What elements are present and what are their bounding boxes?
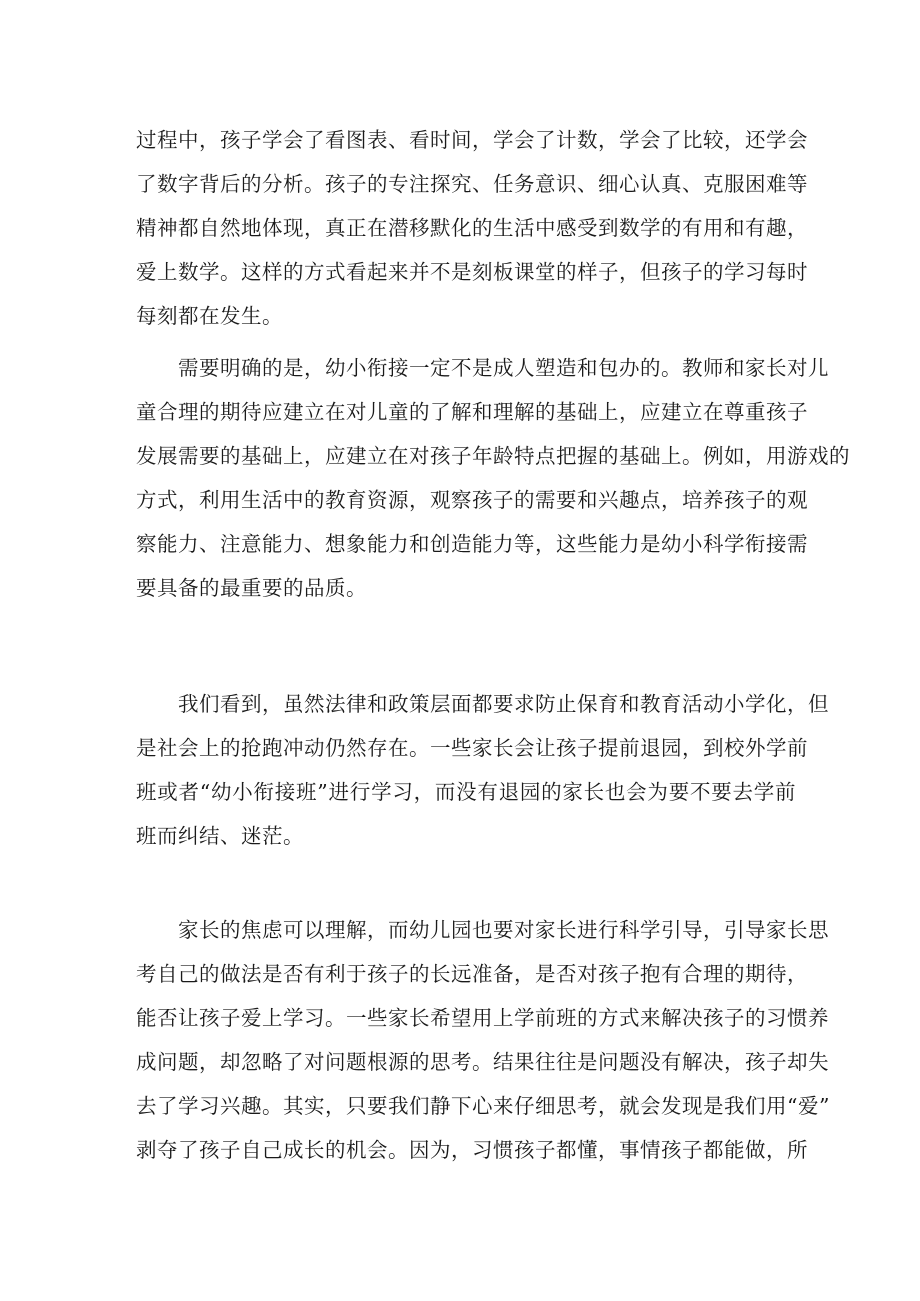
text-line: 了数字背后的分析。孩子的专注探究、任务意识、细心认真、克服困难等	[136, 172, 808, 196]
text-line: 家长的焦虑可以理解，而幼儿园也要对家长进行科学引导，引导家长思	[136, 918, 829, 942]
text-line: 能否让孩子爱上学习。一些家长希望用上学前班的方式来解决孩子的习惯养	[136, 1006, 829, 1030]
text-line: 爱上数学。这样的方式看起来并不是刻板课堂的样子，但孩子的学习每时	[136, 260, 808, 284]
text-line: 需要明确的是，幼小衔接一定不是成人塑造和包办的。教师和家长对儿	[136, 356, 829, 380]
text-line: 是社会上的抢跑冲动仍然存在。一些家长会让孩子提前退园，到校外学前	[136, 736, 808, 760]
text-line: 发展需要的基础上，应建立在对孩子年龄特点把握的基础上。例如，用游戏的	[136, 444, 850, 468]
text-line: 班或者“幼小衔接班”进行学习，而没有退园的家长也会为要不要去学前	[136, 780, 796, 804]
paragraph-1	[136, 118, 808, 338]
text-line: 每刻都在发生。	[136, 304, 283, 328]
paragraph-3	[136, 682, 829, 858]
text-line: 成问题，却忽略了对问题根源的思考。结果往往是问题没有解决，孩子却失	[136, 1050, 829, 1074]
text-line: 班而纠结、迷茫。	[136, 824, 304, 848]
text-line: 察能力、注意能力、想象能力和创造能力等，这些能力是幼小科学衔接需	[136, 532, 808, 556]
paragraph-2	[136, 346, 850, 610]
text-line: 精神都自然地体现，真正在潜移默化的生活中感受到数学的有用和有趣，	[136, 216, 808, 240]
text-line: 要具备的最重要的品质。	[136, 576, 367, 600]
paragraph-4	[136, 908, 830, 1172]
text-line: 过程中，孩子学会了看图表、看时间，学会了计数，学会了比较，还学会	[136, 128, 808, 152]
text-line: 我们看到，虽然法律和政策层面都要求防止保育和教育活动小学化，但	[136, 692, 829, 716]
text-line: 剥夺了孩子自己成长的机会。因为，习惯孩子都懂，事情孩子都能做，所	[136, 1138, 808, 1162]
text-line: 去了学习兴趣。其实，只要我们静下心来仔细思考，就会发现是我们用“爱”	[136, 1094, 830, 1118]
text-line: 考自己的做法是否有利于孩子的长远准备，是否对孩子抱有合理的期待，	[136, 962, 808, 986]
text-line: 方式，利用生活中的教育资源，观察孩子的需要和兴趣点，培养孩子的观	[136, 488, 808, 512]
text-line: 童合理的期待应建立在对儿童的了解和理解的基础上，应建立在尊重孩子	[136, 400, 808, 424]
